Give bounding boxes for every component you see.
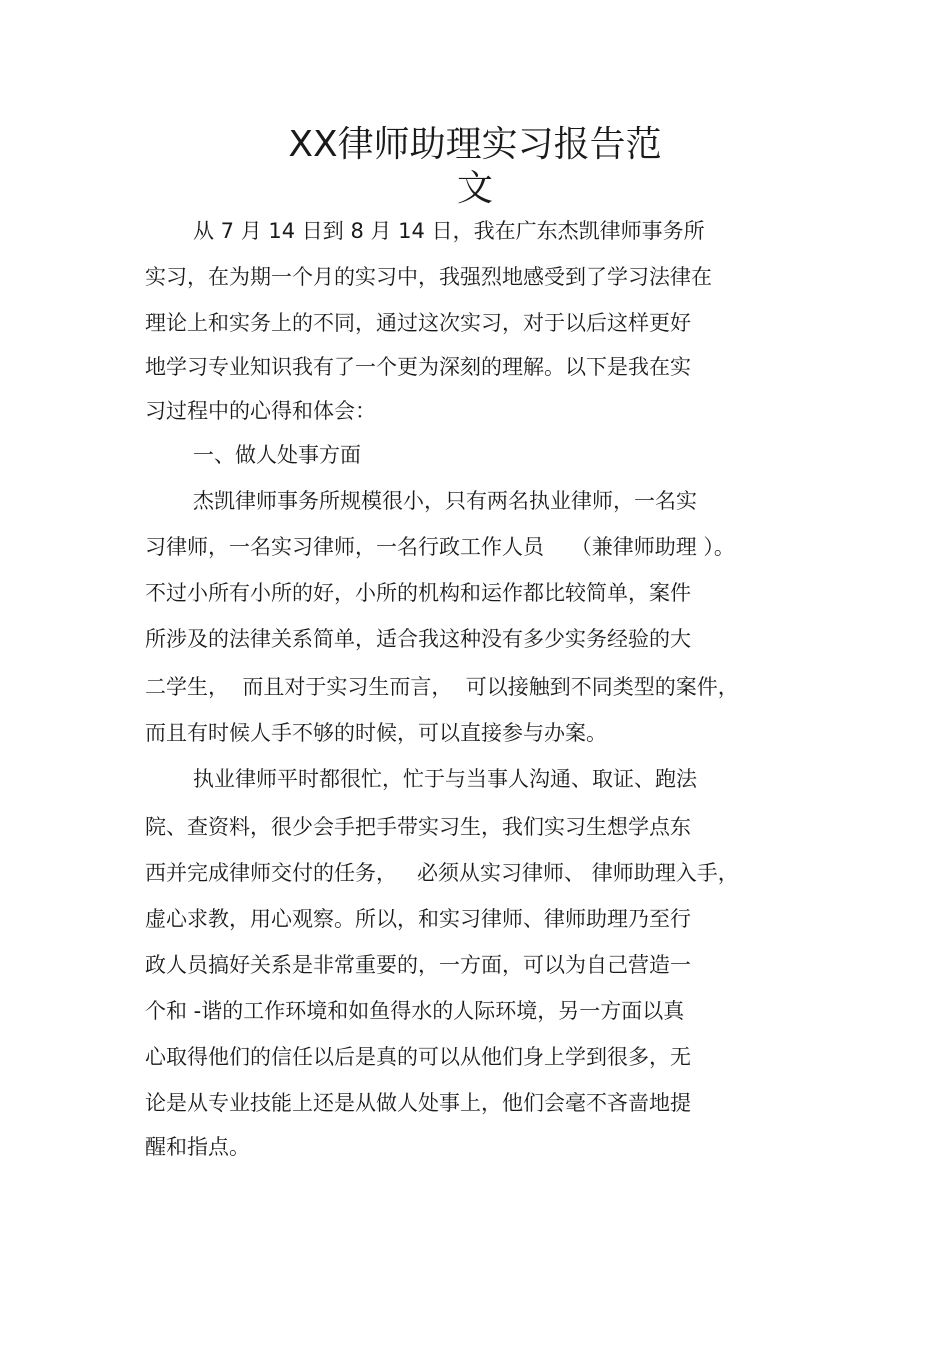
paragraph-line: 从 7 月 14 日到 8 月 14 日，我在广东杰凯律师事务所 <box>193 219 705 243</box>
paragraph-line: 而且有时候人手不够的时候，可以直接参与办案。 <box>145 721 607 745</box>
paragraph-line: 虚心求教，用心观察。所以，和实习律师、律师助理乃至行 <box>145 907 691 931</box>
paragraph-line: 理论上和实务上的不同，通过这次实习，对于以后这样更好 <box>145 311 691 335</box>
paragraph-line: 所涉及的法律关系简单，适合我这种没有多少实务经验的大 <box>145 627 691 651</box>
paragraph-line: 西并完成律师交付的任务， 必须从实习律师、 律师助理入手， <box>145 861 739 885</box>
paragraph-line: 习律师，一名实习律师，一名行政工作人员 （兼律师助理 ）。 <box>145 535 735 559</box>
paragraph-line: 二学生， 而且对于实习生而言， 可以接触到不同类型的案件， <box>145 675 739 699</box>
paragraph-line: 不过小所有小所的好，小所的机构和运作都比较简单，案件 <box>145 581 691 605</box>
paragraph-line: 地学习专业知识我有了一个更为深刻的理解。以下是我在实 <box>145 355 691 379</box>
paragraph-line: 习过程中的心得和体会： <box>145 399 376 423</box>
paragraph-line: 心取得他们的信任以后是真的可以从他们身上学到很多，无 <box>145 1045 691 1069</box>
document-title-line-1: XX律师助理实习报告范 <box>288 124 662 165</box>
paragraph-line: 论是从专业技能上还是从做人处事上，他们会毫不吝啬地提 <box>145 1091 691 1115</box>
paragraph-line: 院、查资料，很少会手把手带实习生，我们实习生想学点东 <box>145 815 691 839</box>
paragraph-line: 政人员搞好关系是非常重要的，一方面，可以为自己营造一 <box>145 953 691 977</box>
section-heading: 一、做人处事方面 <box>193 443 361 467</box>
paragraph-line: 杰凯律师事务所规模很小，只有两名执业律师，一名实 <box>193 489 697 513</box>
paragraph-line: 实习，在为期一个月的实习中，我强烈地感受到了学习法律在 <box>145 265 712 289</box>
document-title-line-2: 文 <box>456 168 493 209</box>
paragraph-line: 醒和指点。 <box>145 1135 250 1159</box>
paragraph-line: 执业律师平时都很忙，忙于与当事人沟通、取证、跑法 <box>193 767 697 791</box>
paragraph-line: 个和 -谐的工作环境和如鱼得水的人际环境，另一方面以真 <box>145 999 685 1023</box>
